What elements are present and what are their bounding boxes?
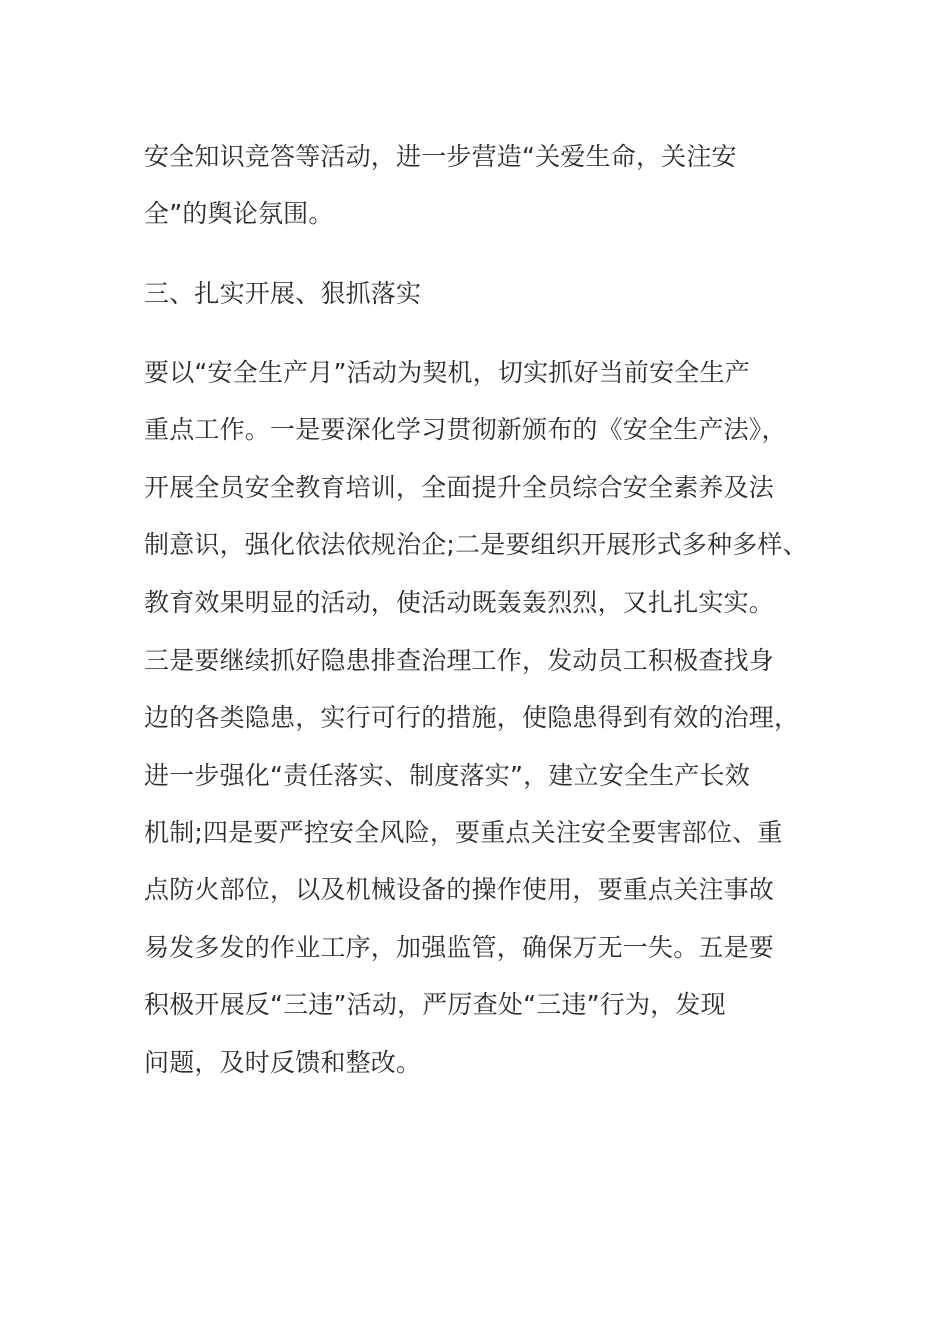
paragraph-2-line-12: 积极开展反“三违”活动，严厉查处“三违”行为，发现 (144, 990, 726, 1019)
paragraph-1-line-2: 全”的舆论氛围。 (144, 199, 334, 228)
paragraph-2-line-13: 问题，及时反馈和整改。 (144, 1048, 422, 1077)
paragraph-2-line-4: 制意识，强化依法依规治企;二是要组织开展形式多种多样、 (144, 530, 808, 559)
paragraph-2-line-5: 教育效果明显的活动，使活动既轰轰烈烈，又扎扎实实。 (144, 588, 775, 617)
paragraph-2-line-6: 三是要继续抓好隐患排查治理工作，发动员工积极查找身 (144, 646, 775, 675)
paragraph-2-line-8: 进一步强化“责任落实、制度落实”，建立安全生产长效 (144, 761, 750, 790)
paragraph-2-line-1: 要以“安全生产月”活动为契机，切实抓好当前安全生产 (144, 358, 750, 387)
paragraph-2-line-9: 机制;四是要严控安全风险，要重点关注安全要害部位、重 (144, 818, 783, 847)
paragraph-2-line-2: 重点工作。一是要深化学习贯彻新颁布的《安全生产法》， (144, 415, 787, 444)
paragraph-2-line-10: 点防火部位，以及机械设备的操作使用，要重点关注事故 (144, 875, 775, 904)
paragraph-1-line-1: 安全知识竞答等活动，进一步营造“关爱生命，关注安 (144, 142, 737, 171)
paragraph-2-line-11: 易发多发的作业工序，加强监管，确保万无一失。五是要 (144, 933, 775, 962)
section-heading: 三、扎实开展、狠抓落实 (144, 279, 422, 308)
paragraph-2-line-7: 边的各类隐患，实行可行的措施，使隐患得到有效的治理， (144, 703, 800, 732)
paragraph-2-line-3: 开展全员安全教育培训，全面提升全员综合安全素养及法 (144, 473, 775, 502)
